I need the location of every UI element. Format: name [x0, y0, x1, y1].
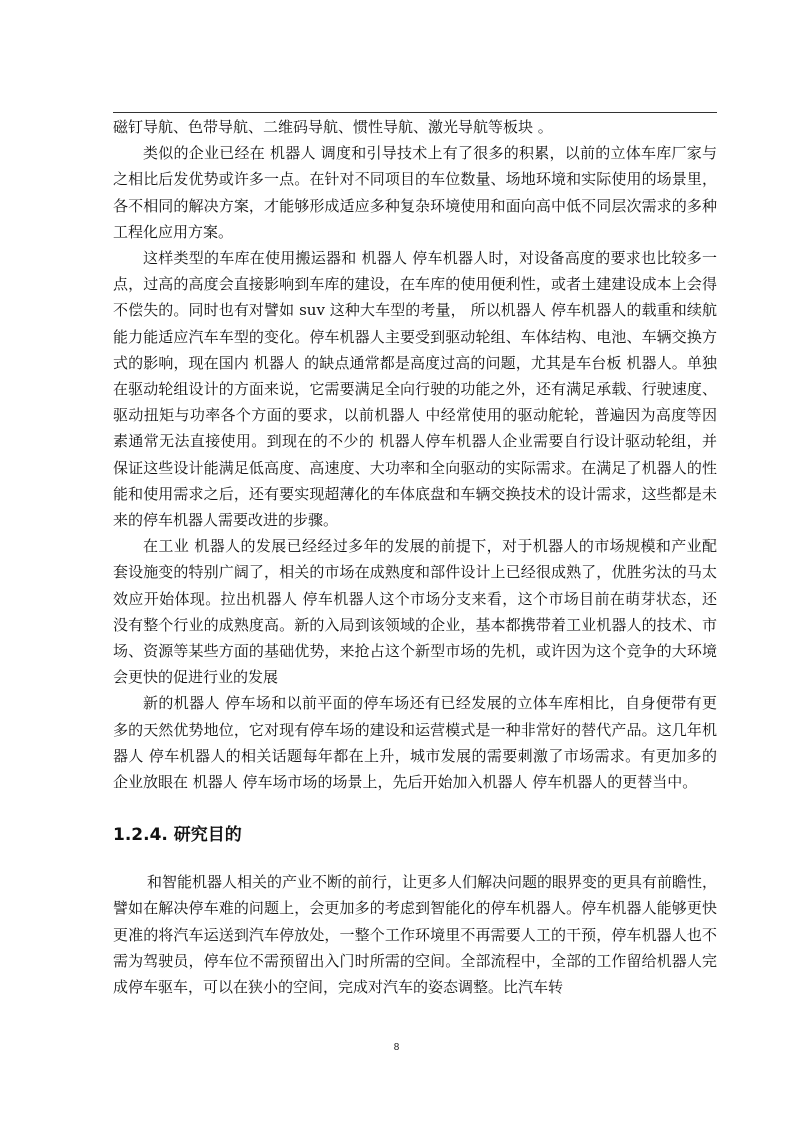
- section-heading: 1.2.4. 研究目的: [113, 825, 242, 846]
- header-rule: [113, 112, 717, 113]
- page-number: 8: [393, 1042, 400, 1053]
- paragraph-similar-companies: 类似的企业已经在 机器人 调度和引导技术上有了很多的积累，以前的立体车库厂家与之相比后发优势或许多一点。在针对不同项目的车位数量、场地环境和实际使用的场景里，各不相同的解决方案，才能够形成适应多种复杂环境使用和面向高中低不同层次需求的多种工程化应用方案。: [113, 144, 717, 241]
- paragraph-new-parking: 新的机器人 停车场和以前平面的停车场还有已经发展的立体车库相比，自身便带有更多的天然优势地位，它对现有停车场的建设和运营模式是一种非常好的替代产品。这几年机器人 停车机器人的相关话题每年都在上升，城市发展的需要刺激了市场需求。有更加多的企业放眼在 机器人 停车场市场的场景上，先后开始加入机器人 停车机器人的更替当中。: [113, 694, 717, 792]
- paragraph-continuation: 磁钉导航、色带导航、二维码导航、惯性导航、激光导航等板块 。: [113, 118, 553, 136]
- paragraph-garage-height: 这样类型的车库在使用搬运器和 机器人 停车机器人时，对设备高度的要求也比较多一点，过高的高度会直接影响到车库的建设，在车库的使用便利性，或者土建建设成本上会得不偿失的。同时也有对譬如 suv 这种大车型的考量， 所以机器人 停车机器人的载重和续航能力能适应汽车车型的变化。停车机器人主要受到驱动轮组、车体结构、电池、车辆交换方式的影响，现在国内 机器人 的缺点通常都是高度过高的问题，尤其是车台板 机器人。单独在驱动轮组设计的方面来说，它需要满足全向行驶的功能之外，还有满足承载、行驶速度、驱动扭矩与功率各个方面的要求，以前机器人 中经常使用的驱动舵轮，普遍因为高度等因素通常无法直接使用。到现在的不少的 机器人停车机器人企业需要自行设计驱动轮组，并保证这些设计能满足低高度、高速度、大功率和全向驱动的实际需求。在满足了机器人的性能和使用需求之后，还有要实现超薄化的车体底盘和车辆交换技术的设计需求，这些都是未来的停车机器人需要改进的步骤。: [113, 249, 717, 530]
- paragraph-industrial-robots: 在工业 机器人的发展已经经过多年的发展的前提下，对于机器人的市场规模和产业配套设施变的特别广阔了，相关的市场在成熟度和部件设计上已经很成熟了，优胜劣汰的马太效应开始体现。拉出机器人 停车机器人这个市场分支来看，这个市场目前在萌芽状态，还没有整个行业的成熟度高。新的入局到该领域的企业，基本都携带着工业机器人的技术、市场、资源等某些方面的基础优势，来抢占这个新型市场的先机，或许因为这个竞争的大环境会更快的促进行业的发展: [113, 537, 717, 687]
- paragraph-research-purpose: 和智能机器人相关的产业不断的前行，让更多人们解决问题的眼界变的更具有前瞻性，譬如在解决停车难的问题上，会更加多的考虑到智能化的停车机器人。停车机器人能够更快更准的将汽车运送到汽车停放处，一整个工作环境里不再需要人工的干预，停车机器人也不需为驾驶员，停车位不需预留出入门时所需的空间。全部流程中，全部的工作留给机器人完成停车驱车，可以在狭小的空间，完成对汽车的姿态调整。比汽车转: [113, 873, 718, 997]
- page-body: [113, 114, 717, 1000]
